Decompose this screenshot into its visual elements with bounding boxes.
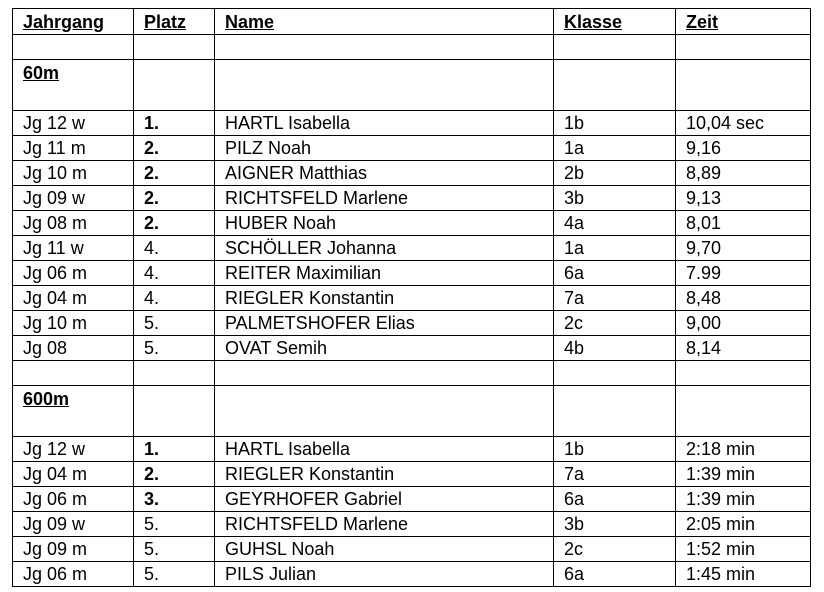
zeit-cell: 2:05 min <box>676 512 811 537</box>
table-row <box>13 562 811 587</box>
zeit-cell: 8,48 <box>676 286 811 311</box>
jahrgang-cell: Jg 11 w <box>13 236 134 261</box>
name-cell: RICHTSFELD Marlene <box>215 512 554 537</box>
klasse-cell: 1a <box>554 136 676 161</box>
table-row <box>13 311 811 336</box>
table-row <box>13 261 811 286</box>
jahrgang-cell: Jg 08 <box>13 336 134 361</box>
zeit-cell: 2:18 min <box>676 437 811 462</box>
klasse-cell: 4b <box>554 336 676 361</box>
name-cell: AIGNER Matthias <box>215 161 554 186</box>
table-row <box>13 487 811 512</box>
header-zeit: Zeit <box>676 9 811 35</box>
name-cell: RICHTSFELD Marlene <box>215 186 554 211</box>
empty-cell <box>554 361 676 386</box>
platz-cell: 4. <box>134 286 215 311</box>
table-row <box>13 537 811 562</box>
header-klasse: Klasse <box>554 9 676 35</box>
jahrgang-cell: Jg 10 m <box>13 311 134 336</box>
table-row <box>13 512 811 537</box>
table-row <box>13 161 811 186</box>
platz-cell: 5. <box>134 537 215 562</box>
zeit-cell: 9,70 <box>676 236 811 261</box>
platz-cell: 2. <box>134 186 215 211</box>
results-table <box>12 8 811 587</box>
klasse-cell: 2c <box>554 537 676 562</box>
jahrgang-cell: Jg 04 m <box>13 462 134 487</box>
empty-cell <box>554 60 676 111</box>
name-cell: RIEGLER Konstantin <box>215 462 554 487</box>
zeit-cell: 1:39 min <box>676 462 811 487</box>
table-row <box>13 111 811 136</box>
klasse-cell: 1b <box>554 437 676 462</box>
empty-cell <box>215 386 554 437</box>
platz-cell: 4. <box>134 236 215 261</box>
platz-cell: 2. <box>134 161 215 186</box>
table-row <box>13 437 811 462</box>
name-cell: OVAT Semih <box>215 336 554 361</box>
name-cell: HUBER Noah <box>215 211 554 236</box>
name-cell: PALMETSHOFER Elias <box>215 311 554 336</box>
section-title: 60m <box>23 63 60 83</box>
name-cell: GUHSL Noah <box>215 537 554 562</box>
table-row <box>13 286 811 311</box>
table-row <box>13 186 811 211</box>
klasse-cell: 2b <box>554 161 676 186</box>
name-cell: REITER Maximilian <box>215 261 554 286</box>
empty-cell <box>554 35 676 60</box>
table-row <box>13 462 811 487</box>
empty-cell <box>134 386 215 437</box>
platz-cell: 5. <box>134 512 215 537</box>
jahrgang-cell: Jg 09 w <box>13 512 134 537</box>
section-row <box>13 386 811 437</box>
empty-cell <box>13 361 134 386</box>
section-title: 600m <box>23 389 70 409</box>
jahrgang-cell: Jg 06 m <box>13 562 134 587</box>
jahrgang-cell: Jg 04 m <box>13 286 134 311</box>
platz-cell: 2. <box>134 211 215 236</box>
name-cell: PILZ Noah <box>215 136 554 161</box>
empty-cell <box>676 35 811 60</box>
name-cell: RIEGLER Konstantin <box>215 286 554 311</box>
jahrgang-cell: Jg 09 m <box>13 537 134 562</box>
klasse-cell: 3b <box>554 186 676 211</box>
klasse-cell: 1b <box>554 111 676 136</box>
empty-cell <box>134 35 215 60</box>
header-platz: Platz <box>134 9 215 35</box>
platz-cell: 5. <box>134 311 215 336</box>
header-jahrgang: Jahrgang <box>13 9 134 35</box>
empty-cell <box>13 35 134 60</box>
header-name: Name <box>215 9 554 35</box>
table-row <box>13 336 811 361</box>
empty-cell <box>215 60 554 111</box>
empty-cell <box>554 386 676 437</box>
spacer-row <box>13 35 811 60</box>
section-title-cell <box>13 60 134 111</box>
zeit-cell: 8,01 <box>676 211 811 236</box>
zeit-cell: 7.99 <box>676 261 811 286</box>
klasse-cell: 2c <box>554 311 676 336</box>
section-row <box>13 60 811 111</box>
klasse-cell: 1a <box>554 236 676 261</box>
jahrgang-cell: Jg 10 m <box>13 161 134 186</box>
empty-cell <box>134 60 215 111</box>
klasse-cell: 7a <box>554 286 676 311</box>
zeit-cell: 10,04 sec <box>676 111 811 136</box>
empty-cell <box>676 361 811 386</box>
platz-cell: 5. <box>134 562 215 587</box>
table-row <box>13 136 811 161</box>
platz-cell: 1. <box>134 437 215 462</box>
zeit-cell: 8,89 <box>676 161 811 186</box>
zeit-cell: 1:52 min <box>676 537 811 562</box>
empty-cell <box>134 361 215 386</box>
platz-cell: 5. <box>134 336 215 361</box>
platz-cell: 1. <box>134 111 215 136</box>
klasse-cell: 7a <box>554 462 676 487</box>
jahrgang-cell: Jg 08 m <box>13 211 134 236</box>
jahrgang-cell: Jg 06 m <box>13 487 134 512</box>
table-row <box>13 211 811 236</box>
header-row <box>13 9 811 35</box>
jahrgang-cell: Jg 11 m <box>13 136 134 161</box>
zeit-cell: 1:45 min <box>676 562 811 587</box>
jahrgang-cell: Jg 12 w <box>13 437 134 462</box>
spacer-row <box>13 361 811 386</box>
platz-cell: 2. <box>134 462 215 487</box>
name-cell: GEYRHOFER Gabriel <box>215 487 554 512</box>
empty-cell <box>676 60 811 111</box>
empty-cell <box>215 361 554 386</box>
platz-cell: 4. <box>134 261 215 286</box>
jahrgang-cell: Jg 09 w <box>13 186 134 211</box>
empty-cell <box>215 35 554 60</box>
zeit-cell: 8,14 <box>676 336 811 361</box>
platz-cell: 3. <box>134 487 215 512</box>
name-cell: PILS Julian <box>215 562 554 587</box>
name-cell: HARTL Isabella <box>215 437 554 462</box>
klasse-cell: 6a <box>554 487 676 512</box>
empty-cell <box>676 386 811 437</box>
klasse-cell: 6a <box>554 261 676 286</box>
zeit-cell: 1:39 min <box>676 487 811 512</box>
jahrgang-cell: Jg 06 m <box>13 261 134 286</box>
section-title-cell <box>13 386 134 437</box>
jahrgang-cell: Jg 12 w <box>13 111 134 136</box>
platz-cell: 2. <box>134 136 215 161</box>
name-cell: HARTL Isabella <box>215 111 554 136</box>
klasse-cell: 3b <box>554 512 676 537</box>
zeit-cell: 9,13 <box>676 186 811 211</box>
name-cell: SCHÖLLER Johanna <box>215 236 554 261</box>
klasse-cell: 4a <box>554 211 676 236</box>
zeit-cell: 9,16 <box>676 136 811 161</box>
table-row <box>13 236 811 261</box>
zeit-cell: 9,00 <box>676 311 811 336</box>
klasse-cell: 6a <box>554 562 676 587</box>
